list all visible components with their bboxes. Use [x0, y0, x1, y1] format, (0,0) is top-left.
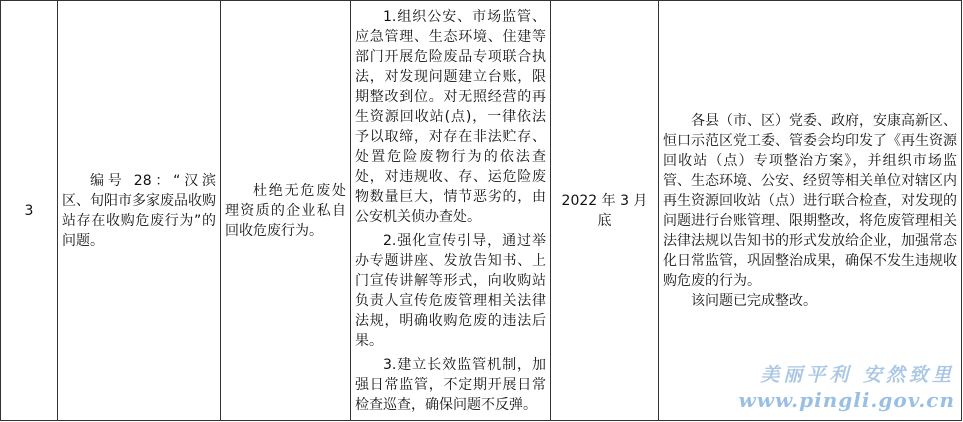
measure-1: 1.组织公安、市场监管、应急管理、生态环境、住建等部门开展危险废品专项联合执法，对发现问题建立台账，限期整改到位。对无照经营的再生资源回收站(点)，一律依法予以取缔，对存在非法贮存、处置危险废物行为的依法查处，对违规收、存、运危险废物数量巨大，情节恶劣的，由公安机关侦办查处。: [355, 8, 546, 225]
result-status: 该问题已完成整改。: [691, 292, 817, 309]
requirement-text: 杜绝无危废处理资质的企业私自回收危废行为。: [225, 182, 346, 239]
issue-cell: [58, 1, 221, 421]
deadline-text: 2022 年 3 月底: [561, 192, 648, 229]
measures-cell: [351, 1, 551, 421]
table-row: [1, 1, 962, 421]
requirement-cell: [221, 1, 351, 421]
row-number: 3: [24, 202, 34, 219]
issue-text: 编号 28：“汉滨区、旬阳市多家废品收购站存在收购危废行为”的问题。: [62, 172, 216, 249]
result-cell: [659, 1, 962, 421]
watermark-url: www.pingli.gov.cn: [738, 388, 955, 412]
deadline-cell: [551, 1, 659, 421]
row-number-cell: [1, 1, 58, 421]
measure-2: 2.强化宣传引导，通过举办专题讲座、发放告知书、上门宣传讲解等形式，向收购站负责人宣传危废管理相关法律法规，明确收购危废的违法后果。: [355, 232, 546, 349]
measure-3: 3.建立长效监管机制，加强日常监管，不定期开展日常检查巡查，确保问题不反弹。: [355, 356, 546, 413]
watermark-title: 美丽平利 安然致里: [760, 364, 955, 386]
result-text: 各县（市、区）党委、政府，安康高新区、恒口示范区党工委、管委会均印发了《再生资源回收站（点）专项整治方案》，并组织市场监管、生态环境、公安、经贸等相关单位对辖区内再生资源回收站（点）进行联合检查，对发现的问题进行台账管理、限期整改，将危废管理相关法律法规以告知书的形式发放给企业，加强常态化日常监管，巩固整治成果，确保不发生违规收购危废的行为。: [663, 112, 957, 289]
